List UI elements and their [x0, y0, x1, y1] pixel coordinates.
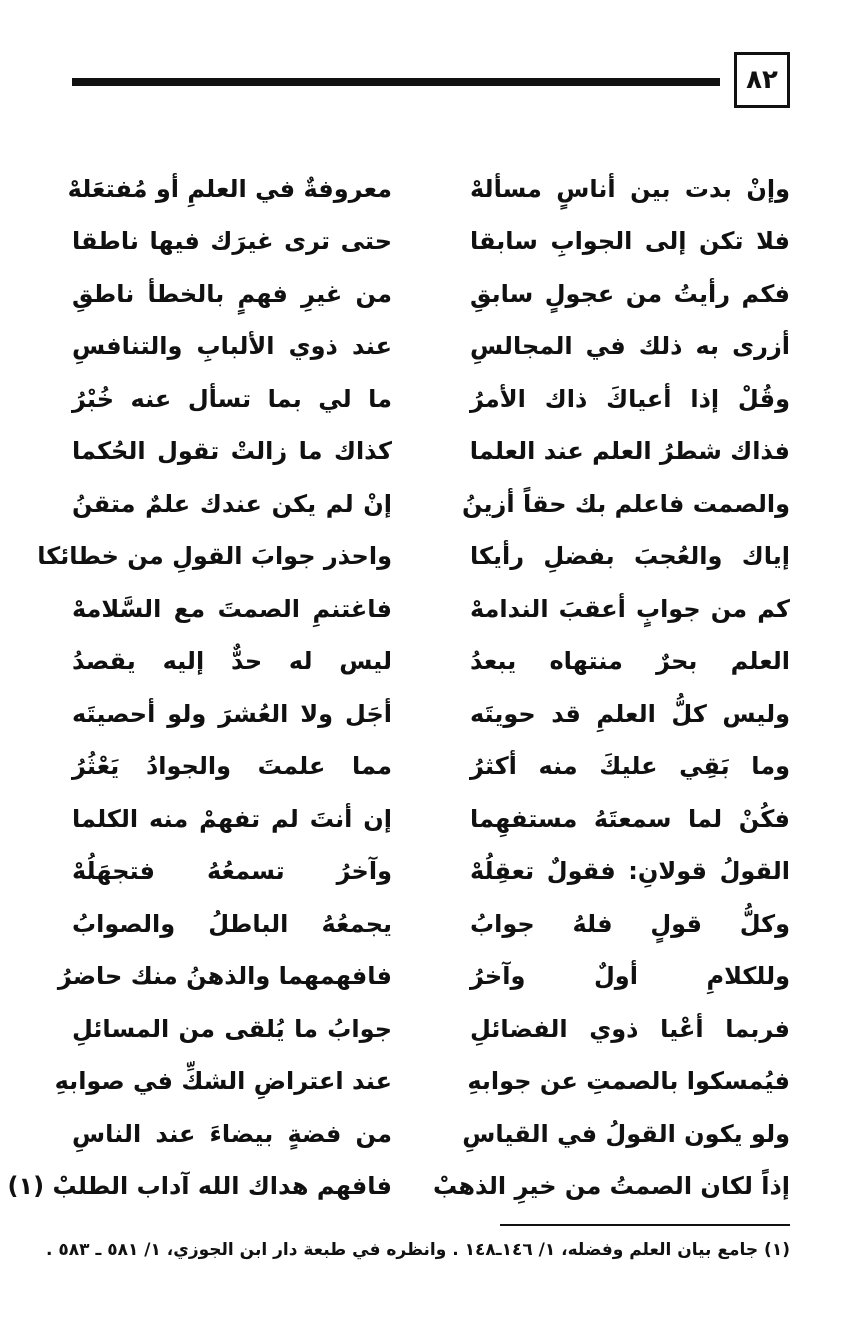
first-hemistich: فذاك شطرُ العلم عند العلما	[469, 437, 790, 466]
couplet	[72, 688, 790, 741]
couplet	[72, 321, 790, 374]
second-hemistich: ما لي بما تسأل عنه خُبْرُ	[72, 384, 392, 413]
first-hemistich: وإنْ بدت بين أناسٍ مسألهْ	[470, 174, 790, 203]
couplet	[72, 478, 790, 531]
couplet	[72, 793, 790, 846]
couplet	[54, 1056, 790, 1109]
couplet	[37, 531, 790, 584]
couplet	[72, 583, 790, 636]
couplet	[72, 1003, 790, 1056]
second-hemistich: من فضةٍ بيضاءَ عند الناسِ	[72, 1119, 392, 1148]
couplet	[72, 741, 790, 794]
couplet	[72, 898, 790, 951]
second-hemistich: إنْ لم يكن عندك علمٌ متقنُ	[72, 489, 392, 518]
couplet	[72, 1108, 790, 1161]
second-hemistich: ليس له حدٌّ إليه يقصدُ	[72, 647, 392, 676]
first-hemistich: أزرى به ذلك في المجالسِ	[470, 332, 790, 361]
first-hemistich: وليس كلُّ العلمِ قد حويتَه	[470, 699, 790, 728]
second-hemistich: واحذر جوابَ القولِ من خطائكا	[37, 542, 392, 571]
first-hemistich: العلم بحرٌ منتهاه يبعدُ	[470, 647, 790, 676]
first-hemistich: ولو يكون القولُ في القياسِ	[462, 1119, 790, 1148]
second-hemistich: كذاك ما زالتْ تقول الحُكما	[72, 437, 392, 466]
header-rule	[72, 78, 720, 86]
first-hemistich: فكُنْ لما سمعتَهُ مستفهِما	[470, 804, 790, 833]
second-hemistich: يجمعُهُ الباطلُ والصوابُ	[72, 909, 392, 938]
poem	[7, 163, 790, 1213]
first-hemistich: وما بَقِي عليكَ منه أكثرُ	[470, 752, 790, 781]
first-hemistich: إياك والعُجبَ بفضلِ رأيكا	[470, 542, 790, 571]
second-hemistich: فافهم هداك الله آداب الطلبْ (١)	[7, 1172, 392, 1201]
page-header	[72, 52, 790, 116]
first-hemistich: كم من جوابٍ أعقبَ الندامهْ	[470, 594, 790, 623]
first-hemistich: فيُمسكوا بالصمتِ عن جوابهِ	[467, 1067, 790, 1096]
second-hemistich: وآخرُ تسمعُهُ فتجهَلُهْ	[72, 857, 392, 886]
first-hemistich: والصمت فاعلم بك حقاً أزينُ	[461, 489, 790, 518]
couplet	[72, 636, 790, 689]
second-hemistich: جوابُ ما يُلقى من المسائلِ	[72, 1014, 392, 1043]
second-hemistich: فافهمهما والذهنُ منك حاضرُ	[57, 962, 392, 991]
couplet	[72, 268, 790, 321]
second-hemistich: فاغتنمِ الصمتَ مع السَّلامهْ	[72, 594, 392, 623]
page-number: ٨٢	[734, 52, 790, 108]
second-hemistich: معروفةٌ في العلمِ أو مُفتعَلهْ	[67, 174, 392, 203]
first-hemistich: القولُ قولانِ: فقولٌ تعقِلُهْ	[470, 857, 790, 886]
second-hemistich: حتى ترى غيرَك فيها ناطقا	[72, 227, 392, 256]
second-hemistich: أجَل ولا العُشرَ ولو أحصيتَه	[72, 699, 392, 728]
footnote: (١) جامع بيان العلم وفضله، ١/ ١٤٦ـ١٤٨ . وانظره في طبعة دار ابن الجوزي، ١/ ٥٨١ ـ ٥٨٣ .	[46, 1240, 790, 1260]
first-hemistich: وقُلْ إذا أعياكَ ذاك الأمرُ	[470, 384, 790, 413]
couplet	[72, 216, 790, 269]
second-hemistich: إن أنتَ لم تفهمْ منه الكلما	[72, 804, 392, 833]
first-hemistich: إذاً لكان الصمتُ من خيرِ الذهبْ	[432, 1172, 790, 1201]
first-hemistich: وللكلامِ أولٌ وآخرُ	[470, 962, 790, 991]
first-hemistich: فربما أعْيا ذوي الفضائلِ	[470, 1014, 790, 1043]
second-hemistich: مما علمتَ والجوادُ يَعْثُرُ	[72, 752, 392, 781]
first-hemistich: فلا تكن إلى الجوابِ سابقا	[470, 227, 790, 256]
couplet	[72, 426, 790, 479]
couplet	[72, 846, 790, 899]
couplet	[72, 373, 790, 426]
footnote-rule	[500, 1224, 790, 1226]
second-hemistich: عند اعتراضِ الشكِّ في صوابهِ	[54, 1067, 392, 1096]
first-hemistich: فكم رأيتُ من عجولٍ سابقِ	[470, 279, 790, 308]
second-hemistich: من غيرِ فهمٍ بالخطأ ناطقِ	[72, 279, 392, 308]
couplet	[57, 951, 790, 1004]
couplet	[67, 163, 790, 216]
second-hemistich: عند ذوي الألبابِ والتنافسِ	[72, 332, 392, 361]
first-hemistich: وكلُّ قولٍ فلهُ جوابُ	[470, 909, 790, 938]
couplet	[7, 1161, 790, 1214]
